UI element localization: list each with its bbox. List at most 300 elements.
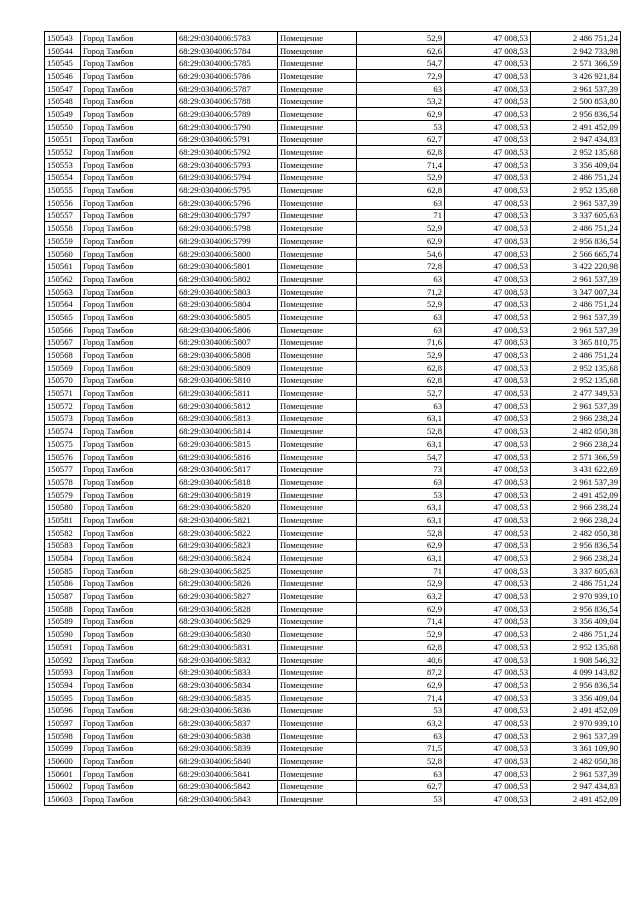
specific-value-cell: 47 008,53: [445, 361, 531, 374]
table-row: [45, 793, 621, 806]
specific-value-cell: 47 008,53: [445, 349, 531, 362]
row-number-cell: 150592: [45, 653, 81, 666]
object-type-cell: Помещение: [278, 539, 357, 552]
row-number-cell: 150564: [45, 298, 81, 311]
cadastral-number-cell: 68:29:0304006:5798: [177, 222, 278, 235]
municipality-cell: Город Тамбов: [81, 108, 177, 121]
cadastral-number-cell: 68:29:0304006:5787: [177, 82, 278, 95]
object-type-cell: Помещение: [278, 184, 357, 197]
specific-value-cell: 47 008,53: [445, 463, 531, 476]
cadastral-value-cell: 2 566 665,74: [531, 247, 621, 260]
cadastral-number-cell: 68:29:0304006:5823: [177, 539, 278, 552]
cadastral-number-cell: 68:29:0304006:5827: [177, 590, 278, 603]
specific-value-cell: 47 008,53: [445, 653, 531, 666]
table-row: [45, 767, 621, 780]
row-number-cell: 150588: [45, 602, 81, 615]
specific-value-cell: 47 008,53: [445, 260, 531, 273]
cadastral-number-cell: 68:29:0304006:5805: [177, 311, 278, 324]
cadastral-value-cell: 2 952 135,68: [531, 361, 621, 374]
specific-value-cell: 47 008,53: [445, 742, 531, 755]
area-cell: 53: [357, 120, 445, 133]
cadastral-number-cell: 68:29:0304006:5815: [177, 438, 278, 451]
area-cell: 40,6: [357, 653, 445, 666]
object-type-cell: Помещение: [278, 666, 357, 679]
object-type-cell: Помещение: [278, 57, 357, 70]
table-row: [45, 133, 621, 146]
municipality-cell: Город Тамбов: [81, 57, 177, 70]
cadastral-value-cell: 2 956 836,54: [531, 679, 621, 692]
row-number-cell: 150567: [45, 336, 81, 349]
cadastral-value-cell: 2 961 537,39: [531, 729, 621, 742]
specific-value-cell: 47 008,53: [445, 526, 531, 539]
specific-value-cell: 47 008,53: [445, 552, 531, 565]
cadastral-number-cell: 68:29:0304006:5807: [177, 336, 278, 349]
municipality-cell: Город Тамбов: [81, 158, 177, 171]
object-type-cell: Помещение: [278, 209, 357, 222]
cadastral-number-cell: 68:29:0304006:5801: [177, 260, 278, 273]
area-cell: 63,1: [357, 514, 445, 527]
municipality-cell: Город Тамбов: [81, 717, 177, 730]
cadastral-number-cell: 68:29:0304006:5793: [177, 158, 278, 171]
row-number-cell: 150549: [45, 108, 81, 121]
specific-value-cell: 47 008,53: [445, 729, 531, 742]
table-row: [45, 285, 621, 298]
cadastral-number-cell: 68:29:0304006:5810: [177, 374, 278, 387]
specific-value-cell: 47 008,53: [445, 171, 531, 184]
area-cell: 72,8: [357, 260, 445, 273]
area-cell: 71: [357, 564, 445, 577]
table-row: [45, 273, 621, 286]
specific-value-cell: 47 008,53: [445, 666, 531, 679]
municipality-cell: Город Тамбов: [81, 82, 177, 95]
object-type-cell: Помещение: [278, 501, 357, 514]
specific-value-cell: 47 008,53: [445, 184, 531, 197]
area-cell: 63,2: [357, 590, 445, 603]
object-type-cell: Помещение: [278, 260, 357, 273]
area-cell: 52,9: [357, 171, 445, 184]
cadastre-value-table: [44, 31, 621, 806]
row-number-cell: 150565: [45, 311, 81, 324]
municipality-cell: Город Тамбов: [81, 539, 177, 552]
municipality-cell: Город Тамбов: [81, 552, 177, 565]
cadastral-value-cell: 2 966 238,24: [531, 501, 621, 514]
area-cell: 62,8: [357, 361, 445, 374]
table-row: [45, 717, 621, 730]
cadastral-value-cell: 3 356 409,04: [531, 615, 621, 628]
object-type-cell: Помещение: [278, 729, 357, 742]
object-type-cell: Помещение: [278, 336, 357, 349]
specific-value-cell: 47 008,53: [445, 628, 531, 641]
table-row: [45, 463, 621, 476]
municipality-cell: Город Тамбов: [81, 171, 177, 184]
specific-value-cell: 47 008,53: [445, 247, 531, 260]
object-type-cell: Помещение: [278, 793, 357, 806]
object-type-cell: Помещение: [278, 273, 357, 286]
table-row: [45, 222, 621, 235]
table-row: [45, 653, 621, 666]
specific-value-cell: 47 008,53: [445, 679, 531, 692]
municipality-cell: Город Тамбов: [81, 133, 177, 146]
object-type-cell: Помещение: [278, 70, 357, 83]
municipality-cell: Город Тамбов: [81, 653, 177, 666]
specific-value-cell: 47 008,53: [445, 120, 531, 133]
municipality-cell: Город Тамбов: [81, 412, 177, 425]
cadastral-number-cell: 68:29:0304006:5832: [177, 653, 278, 666]
row-number-cell: 150552: [45, 146, 81, 159]
cadastral-value-cell: 2 486 751,24: [531, 32, 621, 45]
cadastral-number-cell: 68:29:0304006:5794: [177, 171, 278, 184]
cadastral-value-cell: 3 356 409,04: [531, 691, 621, 704]
cadastral-value-cell: 3 426 921,84: [531, 70, 621, 83]
row-number-cell: 150546: [45, 70, 81, 83]
table-row: [45, 742, 621, 755]
table-row: [45, 399, 621, 412]
municipality-cell: Город Тамбов: [81, 361, 177, 374]
cadastral-value-cell: 2 500 853,80: [531, 95, 621, 108]
municipality-cell: Город Тамбов: [81, 247, 177, 260]
area-cell: 52,7: [357, 387, 445, 400]
area-cell: 71,5: [357, 742, 445, 755]
object-type-cell: Помещение: [278, 323, 357, 336]
cadastral-value-cell: 2 491 452,09: [531, 120, 621, 133]
table-row: [45, 171, 621, 184]
specific-value-cell: 47 008,53: [445, 501, 531, 514]
row-number-cell: 150580: [45, 501, 81, 514]
municipality-cell: Город Тамбов: [81, 70, 177, 83]
object-type-cell: Помещение: [278, 488, 357, 501]
area-cell: 54,7: [357, 57, 445, 70]
cadastral-number-cell: 68:29:0304006:5843: [177, 793, 278, 806]
cadastral-value-cell: 2 961 537,39: [531, 323, 621, 336]
specific-value-cell: 47 008,53: [445, 615, 531, 628]
municipality-cell: Город Тамбов: [81, 704, 177, 717]
cadastral-number-cell: 68:29:0304006:5814: [177, 425, 278, 438]
row-number-cell: 150553: [45, 158, 81, 171]
specific-value-cell: 47 008,53: [445, 704, 531, 717]
specific-value-cell: 47 008,53: [445, 57, 531, 70]
cadastral-value-cell: 2 966 238,24: [531, 514, 621, 527]
row-number-cell: 150560: [45, 247, 81, 260]
row-number-cell: 150578: [45, 476, 81, 489]
specific-value-cell: 47 008,53: [445, 514, 531, 527]
row-number-cell: 150600: [45, 755, 81, 768]
row-number-cell: 150583: [45, 539, 81, 552]
area-cell: 52,8: [357, 425, 445, 438]
object-type-cell: Помещение: [278, 82, 357, 95]
object-type-cell: Помещение: [278, 514, 357, 527]
object-type-cell: Помещение: [278, 349, 357, 362]
object-type-cell: Помещение: [278, 361, 357, 374]
municipality-cell: Город Тамбов: [81, 260, 177, 273]
table-row: [45, 602, 621, 615]
cadastral-number-cell: 68:29:0304006:5792: [177, 146, 278, 159]
municipality-cell: Город Тамбов: [81, 628, 177, 641]
object-type-cell: Помещение: [278, 463, 357, 476]
specific-value-cell: 47 008,53: [445, 158, 531, 171]
cadastral-value-cell: 2 961 537,39: [531, 399, 621, 412]
object-type-cell: Помещение: [278, 222, 357, 235]
cadastral-number-cell: 68:29:0304006:5783: [177, 32, 278, 45]
row-number-cell: 150590: [45, 628, 81, 641]
cadastral-number-cell: 68:29:0304006:5829: [177, 615, 278, 628]
municipality-cell: Город Тамбов: [81, 615, 177, 628]
cadastral-number-cell: 68:29:0304006:5820: [177, 501, 278, 514]
table-row: [45, 577, 621, 590]
row-number-cell: 150563: [45, 285, 81, 298]
object-type-cell: Помещение: [278, 552, 357, 565]
cadastral-number-cell: 68:29:0304006:5828: [177, 602, 278, 615]
row-number-cell: 150556: [45, 196, 81, 209]
area-cell: 71,4: [357, 615, 445, 628]
specific-value-cell: 47 008,53: [445, 222, 531, 235]
area-cell: 52,9: [357, 577, 445, 590]
object-type-cell: Помещение: [278, 755, 357, 768]
area-cell: 53: [357, 488, 445, 501]
municipality-cell: Город Тамбов: [81, 755, 177, 768]
cadastral-value-cell: 2 486 751,24: [531, 298, 621, 311]
cadastral-number-cell: 68:29:0304006:5808: [177, 349, 278, 362]
cadastral-value-cell: 2 952 135,68: [531, 374, 621, 387]
cadastral-value-cell: 2 482 050,38: [531, 755, 621, 768]
row-number-cell: 150570: [45, 374, 81, 387]
municipality-cell: Город Тамбов: [81, 235, 177, 248]
table-row: [45, 108, 621, 121]
table-row: [45, 526, 621, 539]
area-cell: 63: [357, 399, 445, 412]
area-cell: 62,9: [357, 602, 445, 615]
cadastral-number-cell: 68:29:0304006:5826: [177, 577, 278, 590]
municipality-cell: Город Тамбов: [81, 399, 177, 412]
specific-value-cell: 47 008,53: [445, 133, 531, 146]
area-cell: 71,2: [357, 285, 445, 298]
cadastral-value-cell: 2 961 537,39: [531, 311, 621, 324]
table-row: [45, 349, 621, 362]
specific-value-cell: 47 008,53: [445, 273, 531, 286]
specific-value-cell: 47 008,53: [445, 577, 531, 590]
cadastral-value-cell: 2 961 537,39: [531, 476, 621, 489]
object-type-cell: Помещение: [278, 476, 357, 489]
municipality-cell: Город Тамбов: [81, 209, 177, 222]
cadastral-value-cell: 2 947 434,83: [531, 133, 621, 146]
municipality-cell: Город Тамбов: [81, 311, 177, 324]
cadastral-number-cell: 68:29:0304006:5841: [177, 767, 278, 780]
row-number-cell: 150582: [45, 526, 81, 539]
municipality-cell: Город Тамбов: [81, 222, 177, 235]
specific-value-cell: 47 008,53: [445, 196, 531, 209]
specific-value-cell: 47 008,53: [445, 298, 531, 311]
cadastral-number-cell: 68:29:0304006:5842: [177, 780, 278, 793]
object-type-cell: Помещение: [278, 717, 357, 730]
area-cell: 52,9: [357, 349, 445, 362]
table-row: [45, 387, 621, 400]
specific-value-cell: 47 008,53: [445, 44, 531, 57]
row-number-cell: 150547: [45, 82, 81, 95]
table-row: [45, 247, 621, 260]
row-number-cell: 150571: [45, 387, 81, 400]
municipality-cell: Город Тамбов: [81, 298, 177, 311]
cadastral-value-cell: 2 956 836,54: [531, 108, 621, 121]
cadastral-number-cell: 68:29:0304006:5784: [177, 44, 278, 57]
object-type-cell: Помещение: [278, 32, 357, 45]
area-cell: 71: [357, 209, 445, 222]
municipality-cell: Город Тамбов: [81, 95, 177, 108]
object-type-cell: Помещение: [278, 438, 357, 451]
cadastral-value-cell: 3 361 109,90: [531, 742, 621, 755]
row-number-cell: 150550: [45, 120, 81, 133]
area-cell: 71,4: [357, 158, 445, 171]
table-row: [45, 564, 621, 577]
specific-value-cell: 47 008,53: [445, 285, 531, 298]
row-number-cell: 150577: [45, 463, 81, 476]
cadastral-number-cell: 68:29:0304006:5797: [177, 209, 278, 222]
cadastral-number-cell: 68:29:0304006:5838: [177, 729, 278, 742]
row-number-cell: 150602: [45, 780, 81, 793]
municipality-cell: Город Тамбов: [81, 666, 177, 679]
municipality-cell: Город Тамбов: [81, 476, 177, 489]
cadastral-value-cell: 2 486 751,24: [531, 171, 621, 184]
table-row: [45, 235, 621, 248]
specific-value-cell: 47 008,53: [445, 476, 531, 489]
object-type-cell: Помещение: [278, 767, 357, 780]
row-number-cell: 150566: [45, 323, 81, 336]
area-cell: 54,7: [357, 450, 445, 463]
row-number-cell: 150575: [45, 438, 81, 451]
municipality-cell: Город Тамбов: [81, 438, 177, 451]
object-type-cell: Помещение: [278, 780, 357, 793]
object-type-cell: Помещение: [278, 641, 357, 654]
object-type-cell: Помещение: [278, 615, 357, 628]
municipality-cell: Город Тамбов: [81, 691, 177, 704]
specific-value-cell: 47 008,53: [445, 780, 531, 793]
row-number-cell: 150576: [45, 450, 81, 463]
specific-value-cell: 47 008,53: [445, 235, 531, 248]
object-type-cell: Помещение: [278, 247, 357, 260]
row-number-cell: 150585: [45, 564, 81, 577]
cadastral-value-cell: 3 422 220,98: [531, 260, 621, 273]
cadastral-number-cell: 68:29:0304006:5791: [177, 133, 278, 146]
table-row: [45, 336, 621, 349]
table-row: [45, 641, 621, 654]
table-row: [45, 501, 621, 514]
row-number-cell: 150581: [45, 514, 81, 527]
area-cell: 62,8: [357, 146, 445, 159]
specific-value-cell: 47 008,53: [445, 793, 531, 806]
cadastral-number-cell: 68:29:0304006:5821: [177, 514, 278, 527]
cadastral-value-cell: 2 956 836,54: [531, 602, 621, 615]
table-row: [45, 425, 621, 438]
table-row: [45, 615, 621, 628]
municipality-cell: Город Тамбов: [81, 793, 177, 806]
table-row: [45, 755, 621, 768]
row-number-cell: 150598: [45, 729, 81, 742]
specific-value-cell: 47 008,53: [445, 450, 531, 463]
municipality-cell: Город Тамбов: [81, 602, 177, 615]
specific-value-cell: 47 008,53: [445, 323, 531, 336]
municipality-cell: Город Тамбов: [81, 285, 177, 298]
table-row: [45, 57, 621, 70]
cadastral-number-cell: 68:29:0304006:5790: [177, 120, 278, 133]
cadastral-value-cell: 2 486 751,24: [531, 628, 621, 641]
municipality-cell: Город Тамбов: [81, 387, 177, 400]
object-type-cell: Помещение: [278, 628, 357, 641]
table-row: [45, 590, 621, 603]
row-number-cell: 150554: [45, 171, 81, 184]
cadastral-number-cell: 68:29:0304006:5802: [177, 273, 278, 286]
cadastral-value-cell: 2 952 135,68: [531, 146, 621, 159]
row-number-cell: 150548: [45, 95, 81, 108]
cadastral-number-cell: 68:29:0304006:5818: [177, 476, 278, 489]
cadastral-value-cell: 2 961 537,39: [531, 196, 621, 209]
cadastral-value-cell: 2 970 939,10: [531, 717, 621, 730]
cadastral-number-cell: 68:29:0304006:5840: [177, 755, 278, 768]
municipality-cell: Город Тамбов: [81, 577, 177, 590]
municipality-cell: Город Тамбов: [81, 323, 177, 336]
cadastral-value-cell: 2 961 537,39: [531, 767, 621, 780]
table-row: [45, 476, 621, 489]
object-type-cell: Помещение: [278, 120, 357, 133]
cadastral-value-cell: 2 956 836,54: [531, 539, 621, 552]
object-type-cell: Помещение: [278, 602, 357, 615]
table-row: [45, 298, 621, 311]
cadastral-number-cell: 68:29:0304006:5831: [177, 641, 278, 654]
table-row: [45, 120, 621, 133]
municipality-cell: Город Тамбов: [81, 564, 177, 577]
table-row: [45, 729, 621, 742]
specific-value-cell: 47 008,53: [445, 209, 531, 222]
area-cell: 63: [357, 311, 445, 324]
cadastral-number-cell: 68:29:0304006:5835: [177, 691, 278, 704]
area-cell: 63: [357, 323, 445, 336]
object-type-cell: Помещение: [278, 425, 357, 438]
specific-value-cell: 47 008,53: [445, 564, 531, 577]
row-number-cell: 150601: [45, 767, 81, 780]
cadastral-number-cell: 68:29:0304006:5825: [177, 564, 278, 577]
specific-value-cell: 47 008,53: [445, 82, 531, 95]
area-cell: 73: [357, 463, 445, 476]
municipality-cell: Город Тамбов: [81, 590, 177, 603]
municipality-cell: Город Тамбов: [81, 767, 177, 780]
cadastral-number-cell: 68:29:0304006:5836: [177, 704, 278, 717]
area-cell: 63: [357, 196, 445, 209]
area-cell: 63,1: [357, 438, 445, 451]
cadastral-number-cell: 68:29:0304006:5834: [177, 679, 278, 692]
area-cell: 52,9: [357, 222, 445, 235]
cadastral-value-cell: 2 486 751,24: [531, 222, 621, 235]
municipality-cell: Город Тамбов: [81, 273, 177, 286]
specific-value-cell: 47 008,53: [445, 425, 531, 438]
area-cell: 53: [357, 793, 445, 806]
area-cell: 63: [357, 476, 445, 489]
object-type-cell: Помещение: [278, 108, 357, 121]
table-row: [45, 450, 621, 463]
specific-value-cell: 47 008,53: [445, 336, 531, 349]
specific-value-cell: 47 008,53: [445, 387, 531, 400]
table-row: [45, 184, 621, 197]
cadastral-value-cell: 2 956 836,54: [531, 235, 621, 248]
cadastral-value-cell: 2 571 366,59: [531, 450, 621, 463]
specific-value-cell: 47 008,53: [445, 488, 531, 501]
cadastral-number-cell: 68:29:0304006:5811: [177, 387, 278, 400]
row-number-cell: 150561: [45, 260, 81, 273]
cadastral-value-cell: 2 966 238,24: [531, 412, 621, 425]
specific-value-cell: 47 008,53: [445, 590, 531, 603]
specific-value-cell: 47 008,53: [445, 438, 531, 451]
table-row: [45, 44, 621, 57]
cadastral-value-cell: 3 431 622,69: [531, 463, 621, 476]
object-type-cell: Помещение: [278, 564, 357, 577]
object-type-cell: Помещение: [278, 577, 357, 590]
municipality-cell: Город Тамбов: [81, 463, 177, 476]
